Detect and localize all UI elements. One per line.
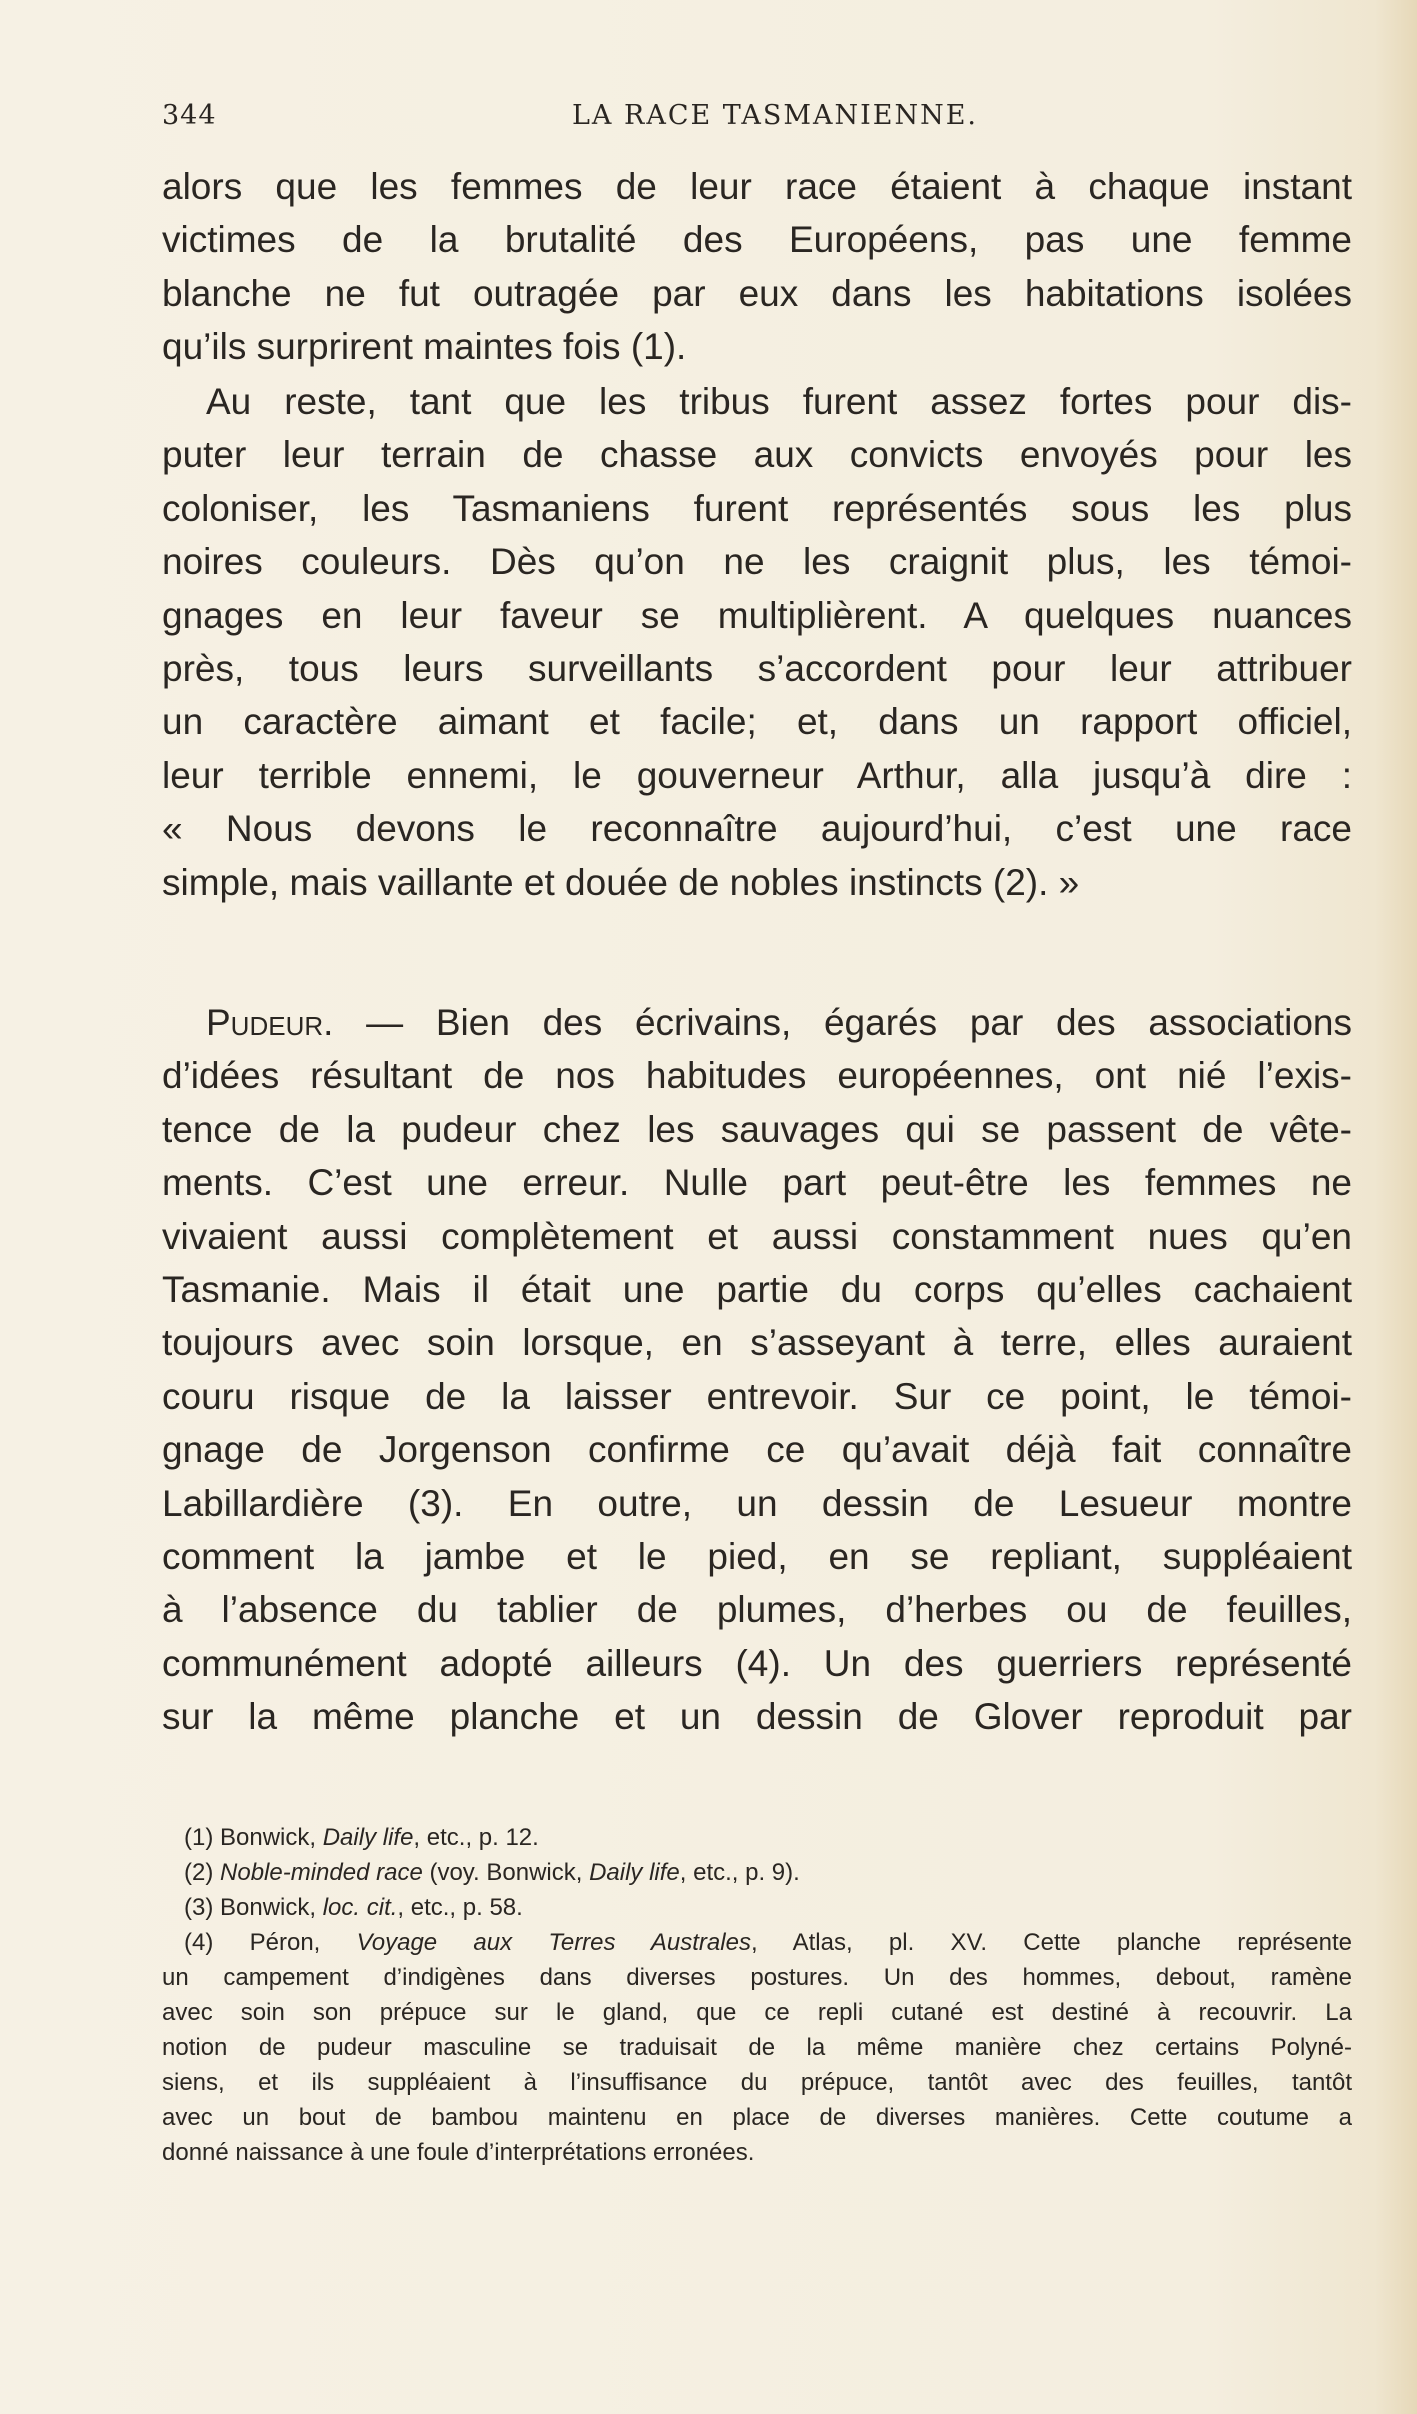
footnote-title: Daily life xyxy=(322,1824,414,1851)
footnote-title: Daily life xyxy=(589,1859,680,1886)
footnote-title: Voyage aux Terres Australes xyxy=(356,1929,751,1956)
paragraph-tasmaniens xyxy=(162,375,1352,909)
text-line: communément adopté ailleurs (4). Un des guerriers représenté xyxy=(162,1642,1352,1684)
footnotes xyxy=(162,1820,1352,2170)
text-line: d’idées résultant de nos habitudes européennes, ont nié l’exis- xyxy=(162,1055,1352,1097)
footnote-title: loc. cit. xyxy=(322,1894,398,1921)
text-line: ments. C’est une erreur. Nulle part peut-être les femmes ne xyxy=(162,1162,1352,1204)
footnote-2 xyxy=(162,1855,1352,1890)
footnote-3 xyxy=(162,1890,1352,1925)
text-line: Labillardière (3). En outre, un dessin de Lesueur montre xyxy=(162,1482,1352,1524)
footnote-mark: (4) xyxy=(184,1929,214,1956)
text-line: puter leur terrain de chasse aux convicts envoyés pour les xyxy=(162,434,1352,476)
paragraph-pudeur xyxy=(162,996,1352,1744)
text-line: coloniser, les Tasmaniens furent représentés sous les plus xyxy=(162,487,1352,529)
text-line: un caractère aimant et facile; et, dans un rapport officiel, xyxy=(162,701,1352,743)
footnote-text: , etc., p. 9). xyxy=(679,1859,800,1886)
footnote-line: siens, et ils suppléaient à l’insuffisance du prépuce, tantôt avec des feuilles, tantôt xyxy=(162,2069,1352,2096)
text-line: toujours avec soin lorsque, en s’asseyant à terre, elles auraient xyxy=(162,1322,1352,1364)
text-line: Tasmanie. Mais il était une partie du corps qu’elles cachaient xyxy=(162,1269,1352,1311)
footnote-mark: (2) xyxy=(184,1859,214,1886)
footnote-line: donné naissance à une foule d’interprétations erronées. xyxy=(162,2139,755,2166)
section-heading: Pudeur. xyxy=(206,1002,334,1043)
footnote-line: avec soin son prépuce sur le gland, que ce repli cutané est destiné à recouvrir. La xyxy=(162,1999,1352,2026)
footnote-1 xyxy=(162,1820,1352,1855)
text-fragment: — Bien des écrivains, égarés par des associations xyxy=(333,1002,1352,1043)
text-line: tence de la pudeur chez les sauvages qui se passent de vête- xyxy=(162,1108,1352,1150)
text-line: comment la jambe et le pied, en se repliant, suppléaient xyxy=(162,1536,1352,1578)
page-number: 344 xyxy=(162,100,217,131)
footnote-text: Bonwick, xyxy=(220,1824,323,1851)
text-line: gnage de Jorgenson confirme ce qu’avait déjà fait connaître xyxy=(162,1429,1352,1471)
footnote-line: avec un bout de bambou maintenu en place de diverses manières. Cette coutume a xyxy=(162,2104,1352,2131)
text-line: à l’absence du tablier de plumes, d’herbes ou de feuilles, xyxy=(162,1589,1352,1631)
footnote-text: Bonwick, xyxy=(220,1894,323,1921)
paragraph-continuation xyxy=(162,160,1352,374)
footnote-title: Noble-minded race xyxy=(220,1859,423,1886)
footnote-text: , Atlas, pl. XV. Cette planche représente xyxy=(750,1929,1353,1956)
text-line: vivaient aussi complètement et aussi constamment nues qu’en xyxy=(162,1215,1352,1257)
text-line: victimes de la brutalité des Européens, pas une femme xyxy=(162,219,1352,261)
text-line: alors que les femmes de leur race étaient à chaque instant xyxy=(162,166,1352,207)
footnote-text: , etc., p. 58. xyxy=(397,1894,523,1921)
text-line: leur terrible ennemi, le gouverneur Arthur, alla jusqu’à dire : xyxy=(162,754,1352,796)
footnote-mark: (1) xyxy=(184,1824,214,1851)
text-line: qu’ils surprirent maintes fois (1). xyxy=(162,326,687,368)
text-line: gnages en leur faveur se multiplièrent. A quelques nuances xyxy=(162,594,1352,636)
text-line: près, tous leurs surveillants s’accordent pour leur attribuer xyxy=(162,648,1352,690)
text-line: sur la même planche et un dessin de Glover reproduit par xyxy=(162,1696,1352,1738)
text-line: noires couleurs. Dès qu’on ne les craignit plus, les témoi- xyxy=(162,541,1352,583)
footnote-mark: (3) xyxy=(184,1894,214,1921)
footnote-text: (voy. Bonwick, xyxy=(422,1859,590,1886)
footnote-text: , etc., p. 12. xyxy=(413,1824,539,1851)
running-title: LA RACE TASMANIENNE. xyxy=(572,100,979,131)
text-line xyxy=(162,996,1352,1049)
page-header xyxy=(162,100,1352,140)
text-line: blanche ne fut outragée par eux dans les habitations isolées xyxy=(162,272,1352,314)
text-line: simple, mais vaillante et douée de nobles instincts (2). » xyxy=(162,861,1080,903)
text-line: « Nous devons le reconnaître aujourd’hui, c’est une race xyxy=(162,808,1352,850)
text-line: Au reste, tant que les tribus furent assez fortes pour dis- xyxy=(206,381,1352,422)
footnote-4 xyxy=(162,1925,1352,1960)
text-line: couru risque de la laisser entrevoir. Sur ce point, le témoi- xyxy=(162,1375,1352,1417)
footnote-line: notion de pudeur masculine se traduisait de la même manière chez certains Polyné- xyxy=(162,2034,1352,2061)
footnote-text: Péron, xyxy=(249,1929,357,1956)
footnote-line: un campement d’indigènes dans diverses postures. Un des hommes, debout, ramène xyxy=(162,1964,1352,1991)
